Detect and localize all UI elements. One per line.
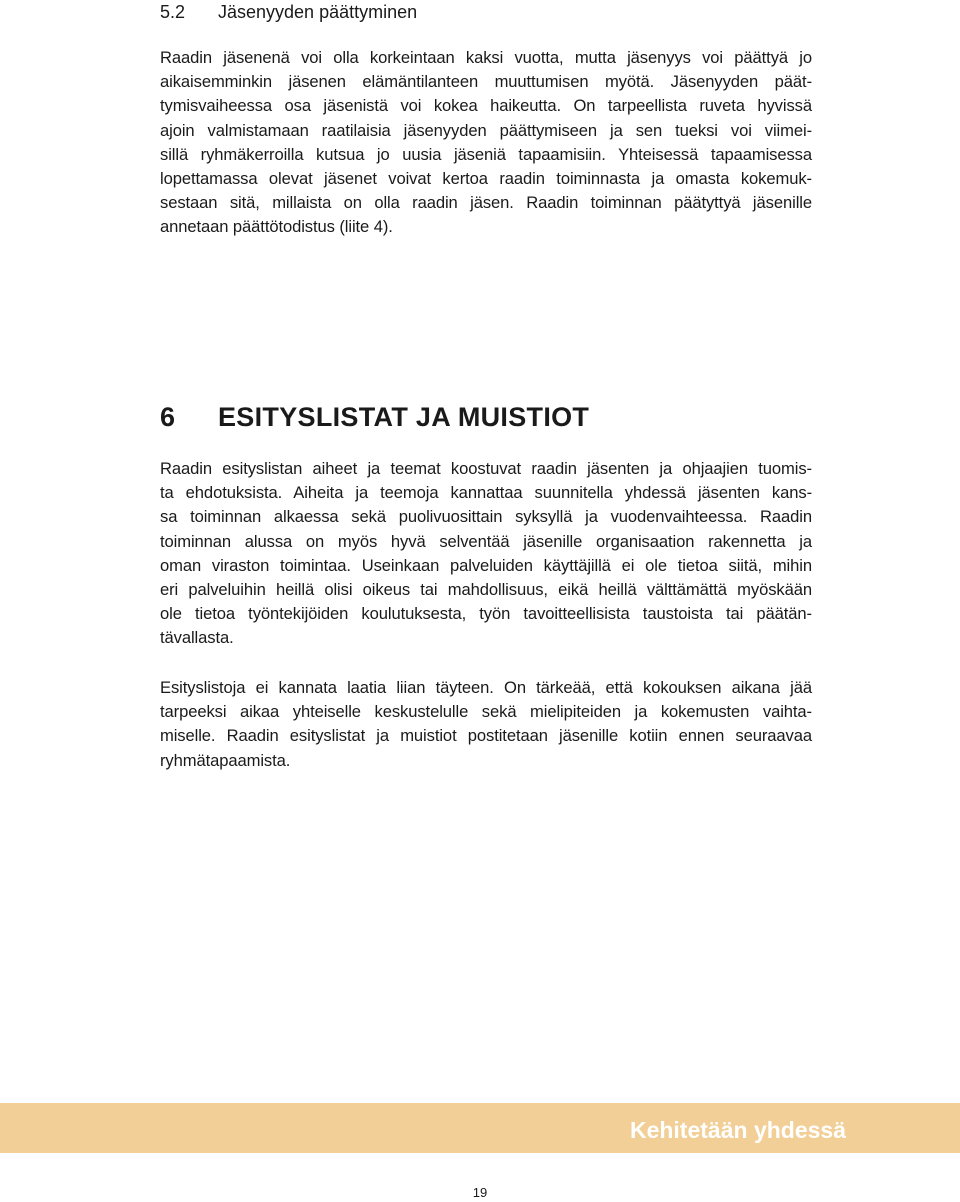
paragraph-line: eri palveluihin heillä olisi oikeus tai mahdollisuus, eikä heillä välttämättä myöskään — [160, 580, 812, 600]
paragraph-line: lopettamassa olevat jäsenet voivat kertoa raadin toiminnasta ja omasta kokemuk- — [160, 169, 812, 189]
chapter-number: 6 — [160, 402, 176, 432]
paragraph-line: sillä ryhmäkerroilla kutsua jo uusia jäseniä tapaamisiin. Yhteisessä tapaamisessa — [160, 144, 812, 164]
paragraph-line: Raadin jäsenenä voi olla korkeintaan kaksi vuotta, mutta jäsenyys voi päättyä jo — [160, 48, 812, 67]
paragraph-line: tymisvaiheessa osa jäsenistä voi kokea haikeutta. On tarpeellista ruveta hyvissä — [160, 96, 812, 116]
paragraph-line: annetaan päättötodistus (liite 4). — [160, 217, 393, 237]
page-number: 19 — [472, 1185, 488, 1200]
paragraph-line: ajoin valmistamaan raatilaisia jäsenyyden päättymiseen ja sen tueksi voi viimei- — [160, 120, 812, 140]
paragraph-line: ta ehdotuksista. Aiheita ja teemoja kannattaa suunnitella yhdessä jäsenten kans- — [160, 483, 812, 503]
paragraph-line: sestaan sitä, millaista on olla raadin jäsen. Raadin toiminnan päätyttyä jäsenille — [160, 193, 812, 213]
section-title: Jäsenyyden päättyminen — [218, 2, 418, 22]
chapter-title: ESITYSLISTAT JA MUISTIOT — [218, 402, 590, 432]
section-heading — [160, 0, 860, 24]
paragraph-line: ryhmätapaamista. — [160, 750, 291, 770]
paragraph-agenda-topics — [160, 457, 812, 651]
paragraph-line: tarpeeksi aikaa yhteiselle keskustelulle sekä mielipiteiden ja kokemusten vaihta- — [160, 702, 812, 722]
chapter-heading — [160, 400, 860, 434]
paragraph-line: ole tietoa työntekijöiden koulutuksesta, työn tavoitteellisista taustoista tai päätän- — [160, 604, 812, 624]
section-number: 5.2 — [160, 2, 186, 22]
paragraph-line: oman viraston toimintaa. Useinkaan palveluiden käyttäjillä ei ole tietoa siitä, mihin — [160, 555, 812, 575]
paragraph-line: Raadin esityslistan aiheet ja teemat koostuvat raadin jäsenten ja ohjaajien tuomis- — [160, 459, 812, 478]
footer-brand-text: Kehitetään yhdessä — [629, 1117, 846, 1143]
footer-band — [0, 1103, 960, 1153]
paragraph-membership-ending — [160, 46, 812, 240]
paragraph-line: aikaisemminkin jäsenen elämäntilanteen muuttumisen myötä. Jäsenyyden päät- — [160, 72, 812, 92]
paragraph-line: tävallasta. — [160, 628, 234, 648]
paragraph-line: sa toiminnan alkaessa sekä puolivuosittain syksyllä ja vuodenvaihteessa. Raadin — [160, 507, 812, 527]
paragraph-line: Esityslistoja ei kannata laatia liian täyteen. On tärkeää, että kokouksen aikana jää — [160, 678, 812, 697]
paragraph-line: miselle. Raadin esityslistat ja muistiot postitetaan jäsenille kotiin ennen seuraavaa — [160, 726, 812, 746]
paragraph-line: toiminnan alussa on myös hyvä selventää jäsenille organisaation rakennetta ja — [160, 531, 812, 551]
paragraph-agenda-length — [160, 676, 812, 773]
